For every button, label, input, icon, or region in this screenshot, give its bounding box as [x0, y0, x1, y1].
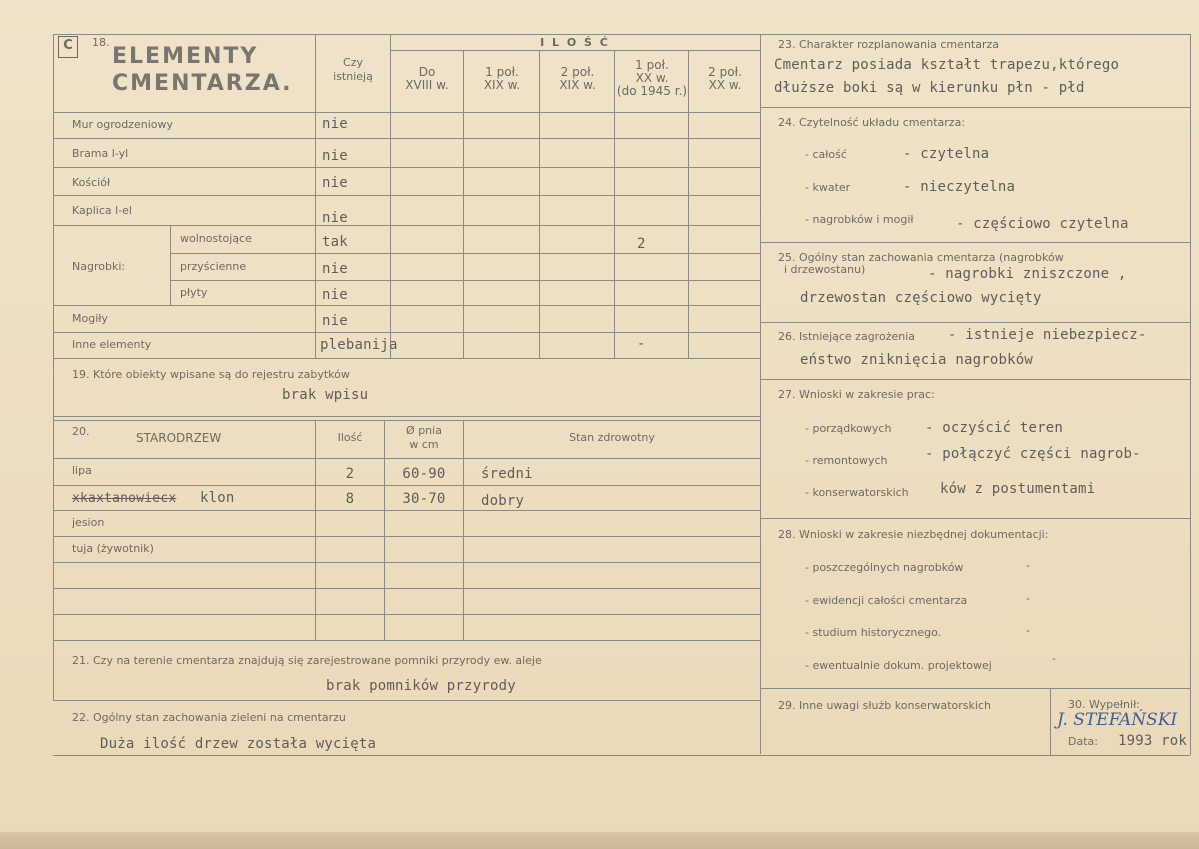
- row-label-wolnostojace: wolnostojące: [180, 232, 252, 245]
- answer-22: Duża ilość drzew została wycięta: [100, 736, 377, 752]
- period-1: Do XVIII w.: [405, 65, 449, 92]
- date-value: 1993 rok: [1118, 733, 1188, 749]
- q27-value-2: - połączyć części nagrob-: [925, 446, 1141, 462]
- tree-qty-1: 2: [345, 466, 355, 482]
- row-exists-wolnostojace: tak: [322, 234, 348, 250]
- question-23: 23. Charakter rozplanowania cmentarza: [778, 38, 999, 51]
- date-label: Data:: [1068, 735, 1098, 748]
- row-label-mogily: Mogiły: [72, 312, 108, 325]
- question-21: 21. Czy na terenie cmentarza znajdują się zarejestrowane pomniki przyrody ew. aleje: [72, 654, 542, 667]
- card-bottom-edge: [0, 832, 1199, 849]
- row-exists-kaplica: nie: [322, 210, 348, 226]
- answer-25-line2: drzewostan częściowo wycięty: [800, 290, 1042, 306]
- title-line2: CMENTARZA.: [112, 71, 293, 96]
- answer-26-line2: eństwo zniknięcia nagrobków: [800, 352, 1033, 368]
- tree-name-2: xkaxtanowiecx: [72, 491, 177, 506]
- question-19: 19. Które obiekty wpisane są do rejestru zabytków: [72, 368, 350, 381]
- row-label-kosciol: Kościół: [72, 176, 111, 189]
- answer-23-line1: Cmentarz posiada kształt trapezu,którego: [774, 57, 1120, 73]
- q27-label-2: - remontowych: [805, 454, 888, 467]
- row-count-inne: -: [637, 336, 646, 352]
- title-line1: ELEMENTY: [112, 44, 259, 69]
- border-left: [53, 34, 54, 700]
- header-czy-istnieja: Czy istnieją: [333, 56, 373, 83]
- nagrobki-label: Nagrobki:: [72, 260, 126, 273]
- period-4: 1 poł. XX w. (do 1945 r.): [616, 58, 688, 98]
- q28-label-1: - poszczególnych nagrobków: [805, 561, 964, 574]
- q28-value-1: -: [1026, 559, 1030, 572]
- row-exists-mur: nie: [322, 116, 348, 132]
- row-exists-brama: nie: [322, 148, 348, 164]
- q24-label-1: - całość: [805, 148, 847, 161]
- section-20-number: 20.: [72, 425, 90, 438]
- answer-19: brak wpisu: [282, 387, 369, 403]
- question-28: 28. Wnioski w zakresie niezbędnej dokumentacji:: [778, 528, 1049, 541]
- q27-label-1: - porządkowych: [805, 422, 892, 435]
- answer-25-line1: - nagrobki zniszczone ,: [928, 266, 1127, 282]
- tree-name-1: lipa: [72, 464, 92, 477]
- q28-value-4: -: [1052, 652, 1056, 665]
- starodrzew-title: STARODRZEW: [136, 431, 222, 445]
- signature: J. STEFAŃSKI: [1057, 710, 1178, 730]
- q27-value-1: - oczyścić teren: [925, 420, 1064, 436]
- q28-value-3: -: [1026, 624, 1030, 637]
- col-pnia: Ø pnia w cm: [406, 424, 442, 451]
- tree-extra-2: klon: [200, 490, 235, 506]
- tree-name-3: jesion: [72, 516, 105, 529]
- tree-state-1: średni: [481, 466, 533, 482]
- row-exists-przyscienne: nie: [322, 261, 348, 277]
- period-5: 2 poł. XX w.: [708, 65, 742, 92]
- col-stan: Stan zdrowotny: [569, 431, 655, 444]
- row-label-przyscienne: przyścienne: [180, 260, 247, 273]
- q28-label-3: - studium historycznego.: [805, 626, 942, 639]
- section-number-18: 18.: [92, 36, 110, 49]
- col-ilosc: Ilość: [337, 431, 363, 444]
- question-30: 30. Wypełnił:: [1068, 698, 1140, 711]
- tree-qty-2: 8: [345, 491, 355, 507]
- answer-23-line2: dłuższe boki są w kierunku płn - płd: [774, 80, 1085, 96]
- row-exists-inne: plebanija: [320, 337, 398, 353]
- q24-value-3: - częściowo czytelna: [956, 216, 1129, 232]
- question-29: 29. Inne uwagi służb konserwatorskich: [778, 699, 991, 712]
- q24-value-1: - czytelna: [903, 146, 990, 162]
- q28-label-2: - ewidencji całości cmentarza: [805, 594, 968, 607]
- row-exists-plyty: nie: [322, 287, 348, 303]
- answer-21: brak pomników przyrody: [326, 678, 516, 694]
- question-27: 27. Wnioski w zakresie prac:: [778, 388, 935, 401]
- row-exists-kosciol: nie: [322, 175, 348, 191]
- row-count-wolnostojace: 2: [637, 236, 646, 252]
- question-25-line2: i drzewostanu): [784, 263, 866, 276]
- row-label-inne: Inne elementy: [72, 338, 152, 351]
- q27-value-3: ków z postumentami: [940, 481, 1096, 497]
- tree-diam-1: 60-90: [402, 466, 446, 482]
- period-3: 2 poł. XIX w.: [559, 65, 596, 92]
- border-top-left: [53, 34, 760, 35]
- question-26: 26. Istniejące zagrożenia: [778, 330, 916, 343]
- section-letter-box: C: [58, 36, 78, 58]
- tree-name-4: tuja (żywotnik): [72, 542, 154, 555]
- answer-26-line1: - istnieje niebezpiecz-: [948, 327, 1147, 343]
- q24-label-2: - kwater: [805, 181, 851, 194]
- q28-label-4: - ewentualnie dokum. projektowej: [805, 659, 992, 672]
- row-exists-mogily: nie: [322, 313, 348, 329]
- row-label-plyty: płyty: [180, 286, 208, 299]
- tree-diam-2: 30-70: [402, 491, 446, 507]
- tree-state-2: dobry: [481, 493, 525, 509]
- question-22: 22. Ogólny stan zachowania zieleni na cmentarzu: [72, 711, 346, 724]
- q24-label-3: - nagrobków i mogił: [805, 213, 914, 226]
- header-ilosc: I L O Ś Ć: [540, 36, 610, 49]
- q27-label-3: - konserwatorskich: [805, 486, 909, 499]
- row-label-brama: Brama l-yl: [72, 147, 129, 160]
- question-24: 24. Czytelność układu cmentarza:: [778, 116, 966, 129]
- border-middle: [760, 34, 761, 754]
- period-2: 1 poł. XIX w.: [483, 65, 521, 92]
- q24-value-2: - nieczytelna: [903, 179, 1016, 195]
- row-label-mur: Mur ogrodzeniowy: [72, 118, 173, 131]
- q28-value-2: -: [1026, 592, 1030, 605]
- row-label-kaplica: Kaplica l-el: [72, 204, 132, 217]
- question-25-line1: 25. Ogólny stan zachowania cmentarza (nagrobków: [778, 251, 1064, 264]
